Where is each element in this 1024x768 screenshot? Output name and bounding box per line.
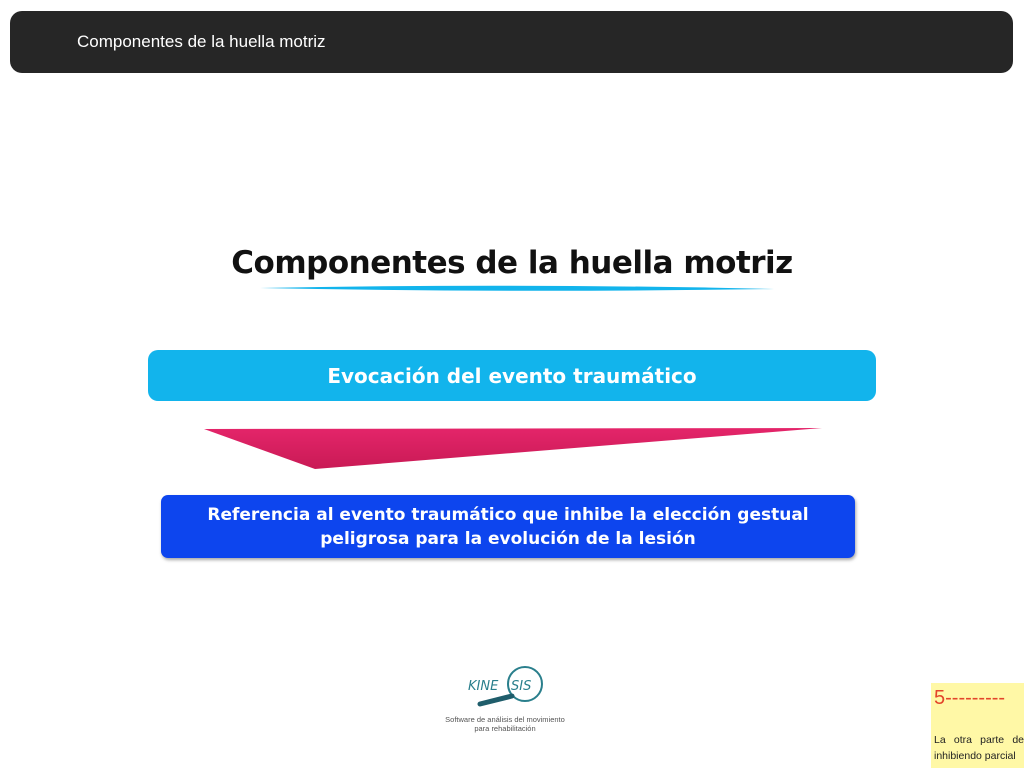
logo-magnifier-icon (440, 662, 570, 712)
header-title: Componentes de la huella motriz (77, 32, 326, 51)
logo-tagline-line1: Software de análisis del movimiento (445, 715, 565, 724)
title-underline (258, 284, 778, 294)
reference-box (161, 495, 855, 558)
header-bar (10, 11, 1013, 73)
evocation-label: Evocación del evento traumático (327, 363, 697, 388)
logo-tagline (440, 715, 570, 733)
speaker-note-card (931, 683, 1024, 768)
kinesis-logo (440, 662, 570, 734)
logo-text-sis: SIS (511, 679, 532, 694)
note-heading: 5--------- (934, 687, 1006, 709)
evocation-box (148, 350, 876, 401)
note-body: La otra parte de inhibiendo parcial (934, 734, 1024, 762)
slide-title: Componentes de la huella motriz (231, 245, 793, 281)
logo-tagline-line2: para rehabilitación (474, 724, 536, 733)
logo-text-kine: KINE (468, 679, 499, 694)
reference-text: Referencia al evento traumático que inhibe la elección gestual peligrosa para la evolución de la lesión (207, 504, 809, 549)
down-arrow-shape (200, 425, 830, 475)
